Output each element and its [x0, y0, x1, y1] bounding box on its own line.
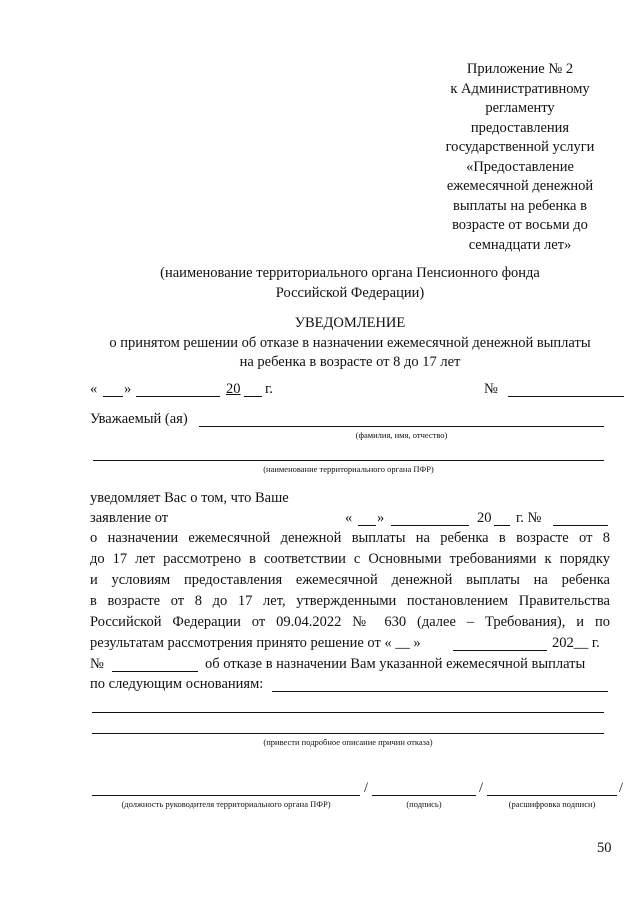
application-number-field[interactable]	[553, 525, 608, 526]
date-day-field[interactable]	[103, 396, 123, 397]
body-line8-text: результатам рассмотрения принято решение от « __ »	[90, 635, 421, 651]
position-field[interactable]	[92, 795, 360, 796]
slash-3: /	[619, 780, 624, 796]
addressee-label: Уважаемый (ая)	[90, 411, 188, 427]
decision-number-field[interactable]	[112, 671, 198, 672]
addressee-fio-field[interactable]	[199, 426, 604, 427]
appendix-line: предоставления	[470, 119, 570, 136]
date-year-prefix: 20	[226, 381, 241, 397]
body-line6: в возрасте от 8 до 17 лет, утвержденными постановлением Правительства	[90, 593, 610, 609]
number-field[interactable]	[508, 396, 624, 397]
reason-field-line3[interactable]	[92, 733, 604, 734]
body-line4: до 17 лет рассмотрено в соответствии с Основными требованиями к порядку	[90, 551, 610, 567]
body-line8-year: 202__ г.	[552, 635, 600, 651]
page-number: 50	[597, 840, 612, 856]
org-field[interactable]	[93, 460, 604, 461]
slash-1: /	[364, 780, 369, 796]
application-year-field[interactable]	[494, 525, 510, 526]
body-line2-open-quote: «	[345, 510, 353, 526]
decision-date-field[interactable]	[453, 650, 547, 651]
appendix-line: ежемесячной денежной	[446, 178, 594, 194]
hint-reason: (привести подробное описание причин отказа)	[263, 737, 433, 747]
body-line2-close-quote: »	[377, 510, 385, 526]
notice-subtitle-line2: на ребенка в возрасте от 8 до 17 лет	[239, 354, 461, 370]
body-line3: о назначении ежемесячной денежной выплаты на ребенка в возрасте от 8	[90, 530, 610, 546]
body-line2-label: заявление от	[90, 510, 169, 526]
number-sign: №	[484, 381, 498, 397]
application-month-field[interactable]	[391, 525, 469, 526]
org-caption-line2: Российской Федерации)	[275, 284, 425, 301]
appendix-line: государственной услуги	[445, 139, 595, 155]
application-day-field[interactable]	[358, 525, 376, 526]
body-line10: по следующим основаниям:	[90, 676, 264, 692]
body-line5: и условиям предоставления ежемесячной денежной выплаты на ребенка	[90, 572, 610, 588]
date-open-quote: «	[90, 381, 98, 397]
date-year-suffix: г.	[265, 381, 273, 397]
appendix-line: к Административному	[450, 80, 590, 97]
signature-decode-field[interactable]	[487, 795, 617, 796]
hint-org: (наименование территориального органа ПФР)	[263, 464, 434, 474]
body-line9-number-sign: №	[90, 656, 104, 672]
notice-title: УВЕДОМЛЕНИЕ	[294, 315, 406, 331]
body-line1: уведомляет Вас о том, что Ваше	[90, 490, 289, 506]
reason-field-line2[interactable]	[92, 712, 604, 713]
hint-decode: (расшифровка подписи)	[508, 799, 596, 809]
body-line9-text: об отказе в назначении Вам указанной ежемесячной выплаты	[205, 656, 586, 672]
body-line7: Российской Федерации от 09.04.2022 № 630 (далее – Требования), и по	[90, 614, 610, 630]
signature-field[interactable]	[372, 795, 476, 796]
org-caption	[80, 264, 620, 303]
notice-subtitle-line1: о принятом решении об отказе в назначении ежемесячной денежной выплаты	[109, 334, 591, 351]
appendix-line: семнадцати лет»	[468, 236, 572, 253]
appendix-line: «Предоставление	[466, 158, 574, 175]
hint-signature: (подпись)	[406, 799, 442, 809]
date-month-field[interactable]	[136, 396, 220, 397]
appendix-line: возрасте от восьми до	[452, 217, 588, 233]
body-line2-number-label: г. №	[516, 510, 542, 526]
appendix-line: регламенту	[485, 100, 555, 116]
hint-position: (должность руководителя территориального органа ПФР)	[121, 799, 331, 809]
reason-field-line1[interactable]	[272, 691, 608, 692]
appendix-header	[420, 60, 620, 255]
hint-fio: (фамилия, имя, отчество)	[355, 430, 448, 440]
body-line2-year: 20	[477, 510, 492, 526]
date-close-quote: »	[124, 381, 132, 397]
slash-2: /	[479, 780, 484, 796]
notice-heading	[80, 314, 620, 373]
org-caption-line1: (наименование территориального органа Пенсионного фонда	[160, 265, 540, 281]
appendix-line: Приложение № 2	[466, 61, 574, 77]
appendix-line: выплаты на ребенка в	[453, 197, 587, 214]
date-year-field[interactable]	[244, 396, 262, 397]
